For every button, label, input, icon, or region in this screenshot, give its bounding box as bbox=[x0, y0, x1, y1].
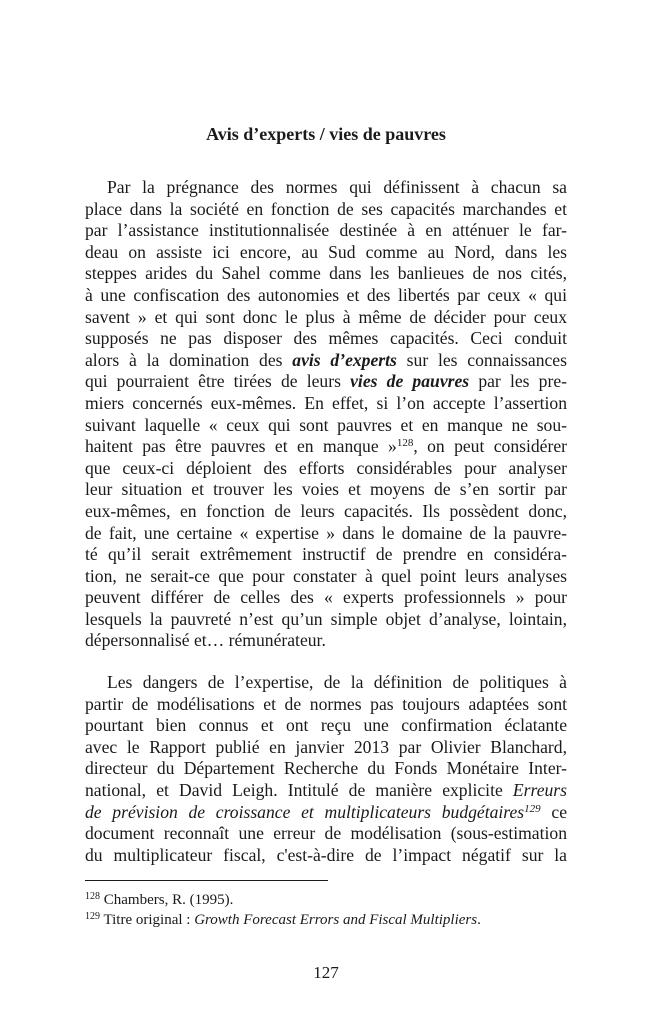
text-line: steppes arides du Sahel comme dans les banlieues de nos cités, bbox=[85, 263, 567, 284]
text-line: pourtant bien connus et ont reçu une confirmation éclatante bbox=[85, 715, 567, 736]
text-segment: sur les connaissances bbox=[406, 349, 567, 370]
footnote-number: 128 bbox=[85, 891, 100, 902]
title-italic: Erreurs bbox=[512, 779, 567, 800]
text-line: par l’assistance institutionnalisée destinée à en atténuer le far- bbox=[85, 220, 567, 241]
paragraph-2 bbox=[85, 672, 567, 866]
text-line: leur situation et trouver les voies et moyens de s’en sortir par bbox=[85, 479, 567, 500]
text-line: que ceux-ci déploient des efforts considérables pour analyser bbox=[85, 457, 567, 478]
text-segment: haitent pas être pauvres et en manque » bbox=[85, 436, 397, 457]
text-segment: par les pre- bbox=[478, 371, 567, 392]
text-segment: ce bbox=[551, 801, 568, 822]
footnote-separator bbox=[85, 880, 328, 881]
text-segment: national, et David Leigh. Intitulé de manière explicite bbox=[85, 779, 503, 800]
footnote-128 bbox=[85, 890, 567, 910]
text-line: place dans la société en fonction de ses capacités marchandes et bbox=[85, 198, 567, 219]
text-line: té qu’il serait extrêmement instructif de prendre en considéra- bbox=[85, 544, 567, 565]
text-line bbox=[85, 371, 567, 393]
text-line: à une confiscation des autonomies et des libertés par ceux « qui bbox=[85, 284, 567, 305]
text-line: Par la prégnance des normes qui définissent à chacun sa bbox=[107, 177, 567, 197]
footnote-129 bbox=[85, 910, 567, 930]
footnotes bbox=[85, 890, 567, 930]
text-line bbox=[85, 802, 567, 824]
text-line: directeur du Département Recherche du Fonds Monétaire Inter- bbox=[85, 758, 567, 779]
text-line: avec le Rapport publié en janvier 2013 par Olivier Blanchard, bbox=[85, 736, 567, 757]
text-line: tion, ne serait-ce que pour constater à quel point leurs analyses bbox=[85, 565, 567, 586]
footnote-number: 129 bbox=[85, 911, 100, 922]
text-segment: alors à la domination des bbox=[85, 349, 283, 370]
text-segment: qui pourraient être tirées de leurs bbox=[85, 371, 341, 392]
text-line: partir de modélisations et de normes pas toujours adaptées sont bbox=[85, 693, 567, 714]
text-line: peuvent différer de celles des « experts professionnels » pour bbox=[85, 587, 567, 608]
emphasis-avis-experts: avis d’experts bbox=[292, 349, 397, 370]
footnote-prefix: Titre original : bbox=[103, 912, 195, 928]
page-number: 127 bbox=[313, 963, 339, 982]
text-line: document reconnaît une erreur de modélisation (sous-estimation bbox=[85, 823, 567, 844]
text-line: de fait, une certaine « expertise » dans le domaine de la pauvre- bbox=[85, 522, 567, 543]
text-line: Les dangers de l’expertise, de la définition de politiques à bbox=[107, 672, 567, 692]
emphasis-vies-pauvres: vies de pauvres bbox=[350, 371, 470, 392]
text-line: miers concernés eux-mêmes. En effet, si l’on accepte l’assertion bbox=[85, 392, 567, 413]
text-line: savent » et qui sont donc le plus à même de décider pour ceux bbox=[85, 306, 567, 327]
text-line: du multiplicateur fiscal, c'est-à-dire de l’impact négatif sur la bbox=[85, 844, 567, 865]
text-line: lesquels la pauvreté n’est qu’un simple objet d’analyse, lointain, bbox=[85, 608, 567, 629]
footnote-title: Growth Forecast Errors and Fiscal Multipliers bbox=[194, 912, 478, 928]
book-page bbox=[85, 0, 567, 1036]
text-line: eux-mêmes, en fonction de leurs capacités. Ils possèdent donc, bbox=[85, 500, 567, 521]
text-line: supposés ne pas disposer des mêmes capacités. Ceci conduit bbox=[85, 328, 567, 349]
text-line: dépersonnalisé et… rémunérateur. bbox=[85, 630, 326, 651]
section-title: Avis d’experts / vies de pauvres bbox=[206, 124, 446, 144]
text-line: suivant laquelle « ceux qui sont pauvres et en manque ne sou- bbox=[85, 414, 567, 435]
paragraph-1 bbox=[85, 177, 567, 652]
text-line bbox=[85, 780, 567, 802]
text-line bbox=[85, 350, 567, 372]
footnote-ref-128[interactable]: 128 bbox=[396, 437, 414, 450]
footnote-text: Chambers, R. (1995). bbox=[103, 892, 234, 908]
footnote-ref-129[interactable]: 129 bbox=[524, 802, 541, 815]
text-line bbox=[85, 436, 567, 458]
text-line: deau on assiste ici encore, au Sud comme au Nord, dans les bbox=[85, 241, 567, 262]
title-italic: de prévision de croissance et multiplicateurs budgétaires bbox=[85, 801, 525, 822]
text-segment: , on peut considérer bbox=[413, 436, 568, 457]
footnote-suffix: . bbox=[477, 912, 481, 928]
